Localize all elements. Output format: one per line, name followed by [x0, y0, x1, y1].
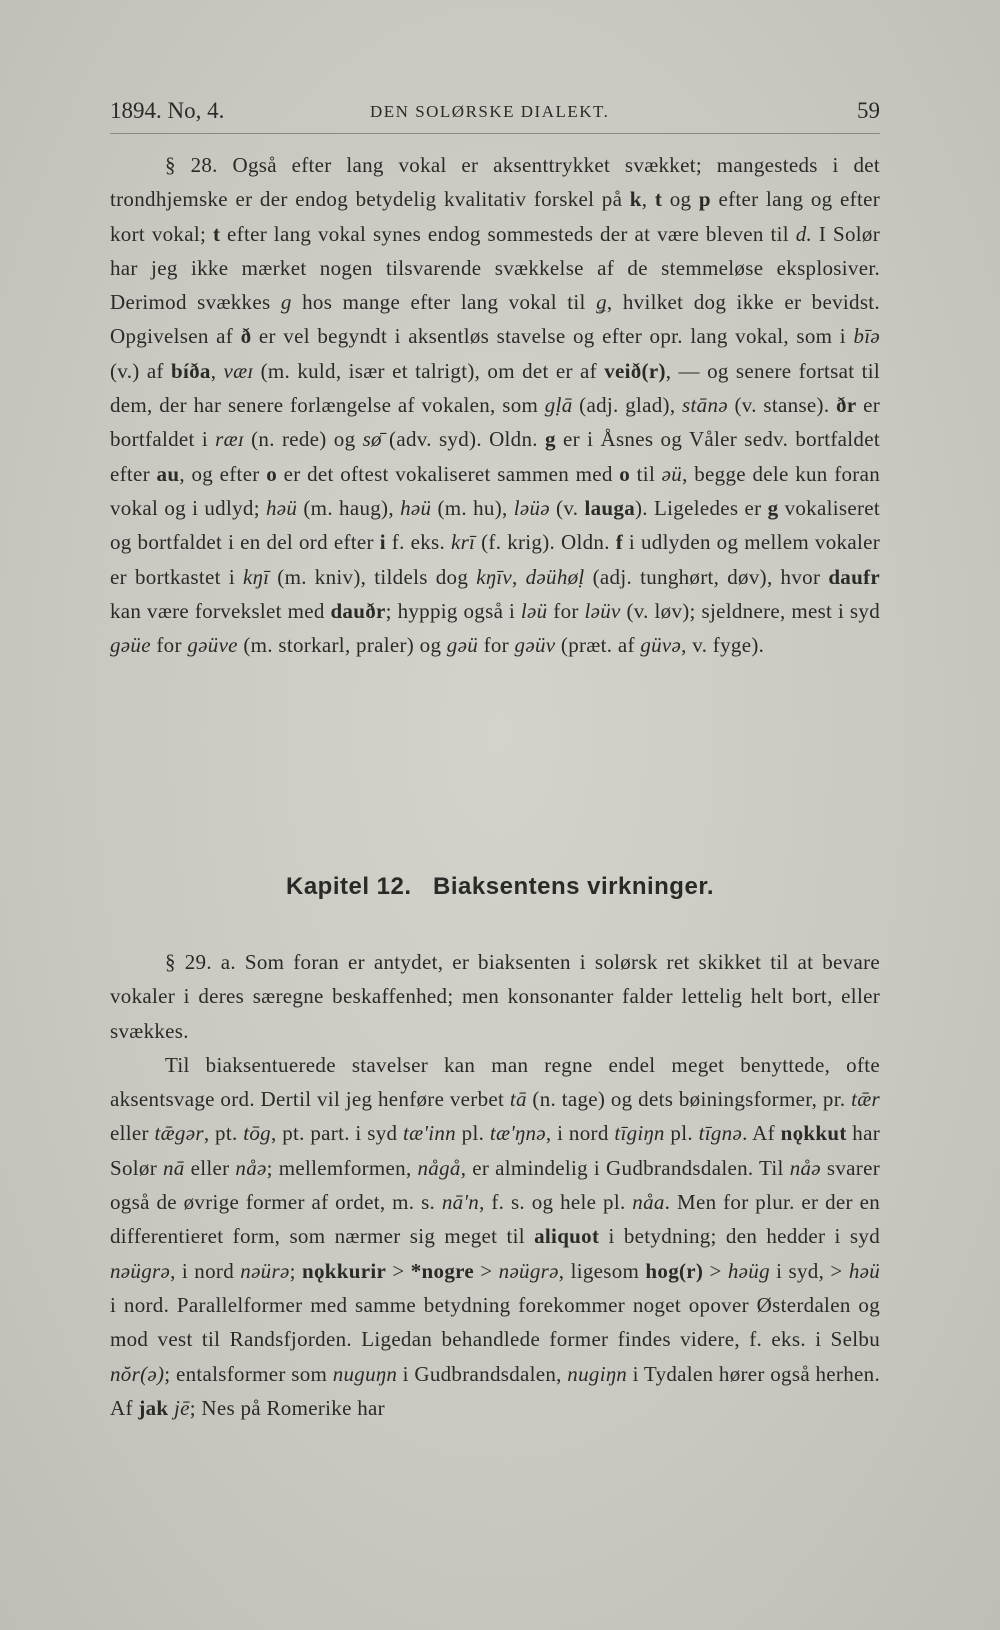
section28-run: g: [767, 495, 779, 520]
section28-run: dəühøḷ: [525, 564, 585, 589]
section29b-run: , pt. part. i syd: [270, 1121, 403, 1146]
section29b-run: svarer også de øvrige former af ordet, m. s.: [110, 1155, 881, 1215]
section29b-run: eller: [110, 1121, 155, 1146]
section29b-run: , i nord: [170, 1258, 241, 1283]
section28-run: for: [547, 598, 585, 623]
section28-run: (adv. syd). Oldn.: [381, 427, 546, 452]
section28-run: lauga: [584, 495, 636, 520]
section29b-run: tǣr: [851, 1087, 880, 1112]
section28-run: əü: [661, 461, 683, 486]
section29b-run: . Af: [742, 1121, 781, 1146]
section29b-run: həüg: [727, 1258, 770, 1283]
section28-run: güvə: [640, 633, 682, 658]
section28-run: , — og senere fortsat til dem, der har senere forlængelse af vokalen, som: [110, 358, 880, 418]
paragraph-section-28: [110, 148, 880, 662]
section28-run: I Solør har jeg ikke mærket nogen tilsvarende svækkelse af de stemmeløse eksplosiver. Derimod svækkes: [110, 221, 880, 315]
section28-run: hos mange efter lang vokal til: [291, 290, 597, 315]
section28-run: og: [662, 187, 699, 212]
section29b-run: həü: [848, 1258, 881, 1283]
section28-run: (præt. af: [555, 633, 641, 658]
section28-run: ; hyppig også i: [385, 598, 521, 623]
section29b-run: nəügrə: [498, 1258, 559, 1283]
section28-run: k: [629, 187, 642, 212]
section28-run: ð: [240, 324, 252, 349]
section29b-run: nā'n: [441, 1190, 480, 1215]
section29b-run: nā: [163, 1155, 185, 1180]
paragraph-section-29b: [110, 1048, 880, 1425]
section29b-run: tīgnə: [698, 1121, 743, 1146]
section29b-run: nåə: [789, 1155, 821, 1180]
section28-run: efter lang og efter kort vokal;: [110, 187, 880, 246]
section29b-run: ; mellemformen,: [266, 1155, 418, 1180]
section29b-run: . Men for plur. er der en differentieret form, som nærmer sig meget til: [110, 1190, 880, 1249]
section28-run: kan være forvekslet med: [110, 598, 331, 623]
section28-run: , begge dele kun foran vokal og i udlyd;: [110, 461, 880, 520]
section29b-run: , pt.: [203, 1121, 244, 1146]
section28-run: i: [379, 530, 386, 555]
section28-run: (m. haug),: [297, 495, 401, 520]
section29b-run: tæ'inn: [403, 1121, 456, 1146]
section28-run: o: [619, 461, 631, 486]
section28-run: stānə: [682, 393, 728, 418]
section29b-run: , er almindelig i Gudbrandsdalen. Til: [460, 1155, 790, 1180]
section28-run: (adj. tunghørt, døv), hvor: [584, 564, 829, 589]
section28-run: daufr: [828, 564, 880, 589]
section28-run: (n. rede) og: [243, 427, 363, 452]
section29b-run: >: [703, 1258, 728, 1283]
section28-run: g: [280, 290, 292, 315]
section28-run: for: [478, 633, 515, 658]
section28-run: gḷā: [544, 393, 573, 418]
section29b-run: Til biaksentuerede stavelser kan man regne endel meget benyttede, ofte aksentsvage ord. Dertil vil jeg henføre verbet: [110, 1052, 880, 1112]
section29b-run: , i nord: [545, 1121, 615, 1146]
section29b-run: *nogre: [410, 1258, 474, 1283]
section28-run: (v. stanse).: [727, 393, 837, 418]
section29b-run: ;: [289, 1258, 302, 1283]
section28-run: (m. kuld, især et talrigt), om det er af: [253, 358, 605, 383]
section29b-run: jak: [138, 1395, 169, 1420]
section28-run: (v. løv); sjeldnere, mest i syd: [620, 598, 880, 623]
section29b-run: har Solør: [110, 1121, 881, 1180]
section29b-run: pl.: [664, 1121, 699, 1146]
section28-run: gəüe: [110, 633, 151, 658]
section28-run: həü: [266, 495, 298, 520]
section28-run: vokaliseret og bortfaldet i en del ord efter: [110, 495, 880, 555]
section28-run: , hvilket dog ikke er bevidst. Opgivelsen af: [110, 290, 880, 349]
running-head: [110, 92, 880, 132]
section29b-run: nŏr(ə): [110, 1361, 165, 1386]
section29b-run: aliquot: [534, 1224, 600, 1249]
section28-run: (v.) af: [110, 358, 171, 383]
section28-run: ,: [512, 564, 526, 589]
section28-run: , og efter: [179, 461, 267, 486]
section28-run: həü: [400, 495, 432, 520]
section29b-run: i syd, >: [769, 1258, 849, 1283]
section28-run: veið(r): [604, 358, 666, 383]
section29b-run: , ligesom: [558, 1258, 646, 1283]
page-number: 59: [857, 98, 880, 123]
section28-run: er i Åsnes og Våler sedv. bortfaldet efter: [110, 427, 880, 486]
section28-run: ləü: [520, 598, 548, 623]
text-block-section-29: [110, 945, 880, 1425]
section28-run: (f. krig). Oldn.: [475, 530, 616, 555]
section28-run: ðr: [836, 393, 857, 418]
section28-run: bīə: [853, 324, 880, 349]
section28-run: er vel begyndt i aksentløs stavelse og efter opr. lang vokal, som i: [251, 324, 854, 349]
section28-run: dauðr: [330, 598, 386, 623]
section29b-run: tōg: [243, 1121, 271, 1146]
section29a-run: § 29. a. Som foran er antydet, er biaksenten i solørsk ret skikket til at bevare vokaler i deres særegne beskaffenhed; men konsonanter falder lettelig helt bort, eller svækkes.: [110, 950, 880, 1043]
section29b-run: tæ'ŋnə: [489, 1121, 546, 1146]
section29b-run: tǣgər: [154, 1121, 204, 1146]
section29b-run: nugiŋn: [567, 1361, 628, 1386]
section28-run: til: [630, 461, 662, 486]
section28-run: ǥ: [596, 290, 607, 315]
section28-run: er det oftest vokaliseret sammen med: [277, 461, 620, 486]
section28-run: for: [150, 633, 188, 658]
section29b-run: , f. s. og hele pl.: [479, 1190, 633, 1215]
section28-run: (v.: [549, 495, 585, 520]
paragraph-section-29a: [110, 945, 880, 1048]
section28-run: f: [615, 530, 623, 555]
section28-run: (m. hu),: [431, 495, 514, 520]
section28-run: , v. fyge).: [681, 633, 765, 658]
section28-run: p: [698, 187, 711, 212]
section29b-run: nǫkkut: [780, 1121, 847, 1146]
section28-run: ,: [210, 358, 224, 383]
section29b-run: nǫkkurir: [301, 1258, 387, 1283]
section29b-run: tīgiŋn: [614, 1121, 665, 1146]
section29b-run: nåa: [632, 1190, 665, 1215]
section28-run: (m. kniv), tildels dog: [269, 564, 477, 589]
section29b-run: någå: [417, 1155, 461, 1180]
section29b-run: ; Nes på Romerike har: [189, 1395, 385, 1420]
section28-run: væɪ: [223, 358, 254, 383]
section28-run: krī: [450, 530, 476, 555]
section29b-run: nåə: [235, 1155, 267, 1180]
section29b-run: i Tydalen hører også herhen. Af: [110, 1361, 880, 1420]
section29b-run: eller: [184, 1155, 236, 1180]
section28-run: au: [156, 461, 180, 486]
section28-run: ləüv: [584, 598, 621, 623]
section29b-run: ; entalsformer som: [164, 1361, 333, 1386]
section28-run: sø̄: [362, 427, 382, 452]
section28-run: t: [212, 221, 221, 246]
section29b-run: hog(r): [645, 1258, 704, 1283]
header-rule: [110, 133, 880, 134]
section28-run: o: [266, 461, 277, 486]
section29b-run: tā: [509, 1087, 527, 1112]
section28-run: (adj. glad),: [572, 393, 683, 418]
section28-run: ləüə: [513, 495, 550, 520]
section28-run: kŋī: [243, 564, 270, 589]
text-block-section-28: [110, 148, 880, 662]
section28-run: ,: [641, 187, 655, 212]
section29b-run: i Gudbrandsdalen,: [397, 1361, 568, 1386]
section29b-run: jē: [173, 1395, 190, 1420]
section28-run: efter lang vokal synes endog sommesteds der at være bleven til: [220, 221, 796, 246]
section29b-run: >: [473, 1258, 499, 1283]
section29b-run: i betydning; den hedder i syd: [599, 1224, 880, 1249]
section28-run: f. eks.: [385, 530, 451, 555]
section29b-run: nəügrə: [110, 1258, 171, 1283]
section29b-run: (n. tage) og dets bøiningsformer, pr.: [526, 1087, 852, 1112]
chapter-heading: Kapitel 12. Biaksentens virkninger.: [286, 873, 714, 900]
section28-run: (m. storkarl, praler) og: [237, 633, 447, 658]
section29b-run: >: [386, 1258, 411, 1283]
header-issue: 1894. No, 4.: [110, 98, 225, 123]
section28-run: ræɪ: [215, 427, 244, 452]
section29b-run: nuguŋn: [332, 1361, 398, 1386]
section28-run: g: [545, 427, 556, 452]
section28-run: kŋīv: [476, 564, 512, 589]
section28-run: gəü: [446, 633, 479, 658]
section28-run: gəüv: [514, 633, 556, 658]
section28-run: d.: [795, 221, 813, 246]
section28-run: er bortfaldet i: [110, 393, 881, 452]
section28-run: t: [654, 187, 663, 212]
section29b-run: nəürə: [240, 1258, 290, 1283]
section29b-run: i nord. Parallelformer med samme betydning forekommer noget opover Østerdalen og mod vest til Randsfjorden. Ligedan behandlede former findes videre, f. eks. i Selbu: [110, 1292, 880, 1352]
header-title: DEN SOLØRSKE DIALEKT.: [370, 102, 610, 121]
section28-run: ). Ligeledes er: [635, 495, 768, 520]
section29b-run: pl.: [455, 1121, 490, 1146]
section28-run: bíða: [170, 358, 211, 383]
section28-run: § 28. Også efter lang vokal er aksenttrykket svækket; mangesteds i det trondhjemske er der endog betydelig kvalitativ forskel på: [110, 153, 880, 212]
section28-run: i udlyden og mellem vokaler er bortkastet i: [110, 530, 881, 589]
section28-run: gəüve: [187, 633, 238, 658]
